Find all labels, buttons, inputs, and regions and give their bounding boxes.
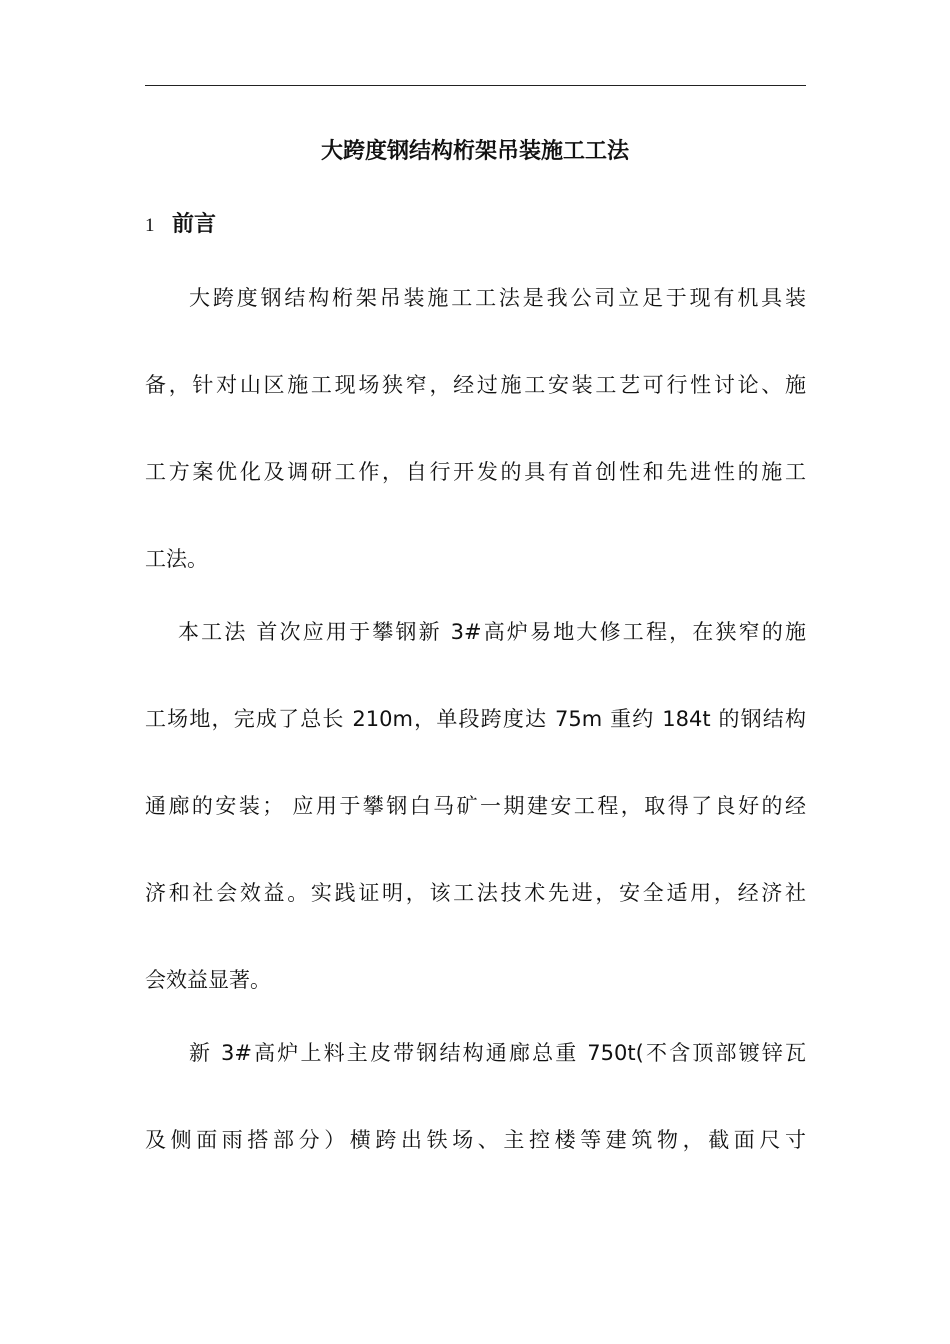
paragraph-line: 工方案优化及调研工作，自行开发的具有首创性和先进性的施工 bbox=[145, 460, 806, 484]
paragraph-line: 及侧面雨搭部分）横跨出铁场、主控楼等建筑物，截面尺寸 bbox=[145, 1128, 806, 1152]
section-heading bbox=[145, 210, 216, 241]
paragraph-line: 本工法 首次应用于攀钢新 3#高炉易地大修工程，在狭窄的施 bbox=[178, 620, 806, 644]
paragraph-line: 大跨度钢结构桁架吊装施工工法是我公司立足于现有机具装 bbox=[189, 286, 806, 310]
paragraph-line: 会效益显著。 bbox=[145, 968, 271, 992]
section-title: 前言 bbox=[172, 212, 217, 237]
paragraph-line: 通廊的安装； 应用于攀钢白马矿一期建安工程，取得了良好的经 bbox=[145, 794, 806, 818]
document-title: 大跨度钢结构桁架吊装施工工法 bbox=[320, 139, 629, 164]
header-rule bbox=[145, 85, 806, 86]
paragraph-line: 工场地，完成了总长 210m，单段跨度达 75m 重约 184t 的钢结构 bbox=[145, 707, 806, 731]
paragraph-line: 备，针对山区施工现场狭窄，经过施工安装工艺可行性讨论、施 bbox=[145, 373, 806, 397]
paragraph-line: 新 3#高炉上料主皮带钢结构通廊总重 750t(不含顶部镀锌瓦 bbox=[189, 1041, 806, 1065]
paragraph-line: 济和社会效益。实践证明，该工法技术先进，安全适用，经济社 bbox=[145, 881, 806, 905]
section-number: 1 bbox=[145, 215, 155, 236]
paragraph-line: 工法。 bbox=[145, 547, 208, 571]
